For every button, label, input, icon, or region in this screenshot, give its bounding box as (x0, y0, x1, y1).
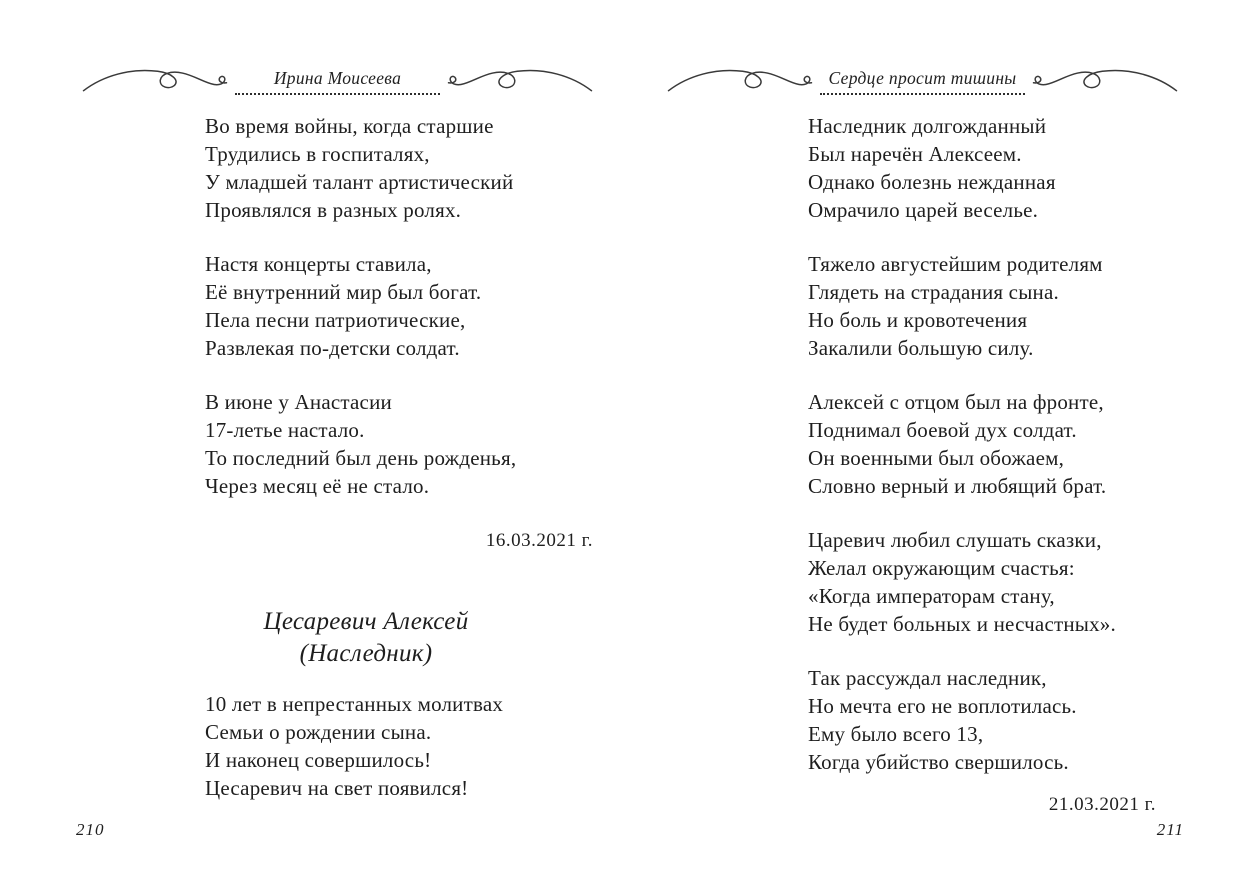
poem-line: Пела песни патриотические, (205, 308, 466, 332)
poem-line: Словно верный и любящий брат. (808, 474, 1107, 498)
flourish-right-icon (1030, 62, 1180, 100)
poem-stanza (808, 112, 1056, 224)
poem-title-line: Цесаревич Алексей (263, 608, 469, 635)
poem-line: Закалили большую силу. (808, 336, 1034, 360)
poem-date: 21.03.2021 г. (1048, 794, 1156, 815)
poem-line: Тяжело августейшим родителям (808, 252, 1103, 276)
poem-stanza (808, 250, 1103, 362)
running-head-title: Сердце просит тишины (828, 67, 1017, 88)
poem-stanza (205, 690, 503, 802)
poem-line: И наконец совершилось! (205, 748, 432, 772)
poem-line: Трудились в госпиталях, (205, 142, 430, 166)
poem-line: Он военными был обожаем, (808, 446, 1065, 470)
poem-line: Развлекая по-детски солдат. (205, 336, 460, 360)
poem-line: Через месяц её не стало. (205, 474, 430, 498)
poem-line: Не будет больных и несчастных». (808, 612, 1116, 636)
poem-line: То последний был день рожденья, (205, 446, 517, 470)
running-head-title: Ирина Моисеева (273, 67, 402, 88)
running-head-center (230, 68, 445, 95)
poem-line: Когда убийство свершилось. (808, 750, 1069, 774)
flourish-left-icon (665, 62, 815, 100)
poem-line: Царевич любил слушать сказки, (808, 528, 1102, 552)
poem-line: Ему было всего 13, (808, 722, 984, 746)
poem-date: 16.03.2021 г. (485, 530, 593, 551)
poem-line: Поднимал боевой дух солдат. (808, 418, 1077, 442)
poem-line: Был наречён Алексеем. (808, 142, 1022, 166)
poem-line: Так рассуждал наследник, (808, 666, 1047, 690)
poem-line: Проявлялся в разных ролях. (205, 198, 462, 222)
poem-line: Однако болезнь нежданная (808, 170, 1056, 194)
poem-line: 10 лет в непрестанных молитвах (205, 692, 504, 716)
poem-line: Наследник долгожданный (808, 114, 1047, 138)
page-number-right: 211 (1156, 820, 1184, 839)
dotted-divider (820, 93, 1025, 95)
running-head-right (665, 58, 1180, 104)
poem-subtitle: (Наследник) (299, 640, 433, 667)
page-number-left: 210 (76, 820, 105, 839)
poem-line: «Когда императорам стану, (808, 584, 1055, 608)
poem-stanza (205, 112, 513, 224)
running-head-left (80, 58, 595, 104)
poem-line: Глядеть на страдания сына. (808, 280, 1059, 304)
dotted-divider (235, 93, 440, 95)
poem-line: Желал окружающим счастья: (808, 556, 1075, 580)
flourish-right-icon (445, 62, 595, 100)
poem-line: Цесаревич на свет появился! (205, 776, 469, 800)
flourish-left-icon (80, 62, 230, 100)
poem-stanza (808, 388, 1106, 500)
poem-line: Омрачило царей веселье. (808, 198, 1039, 222)
poem-line: 17-летье настало. (205, 418, 365, 442)
poem-line: Но мечта его не воплотилась. (808, 694, 1077, 718)
poem-stanza (808, 526, 1116, 638)
poem-stanza (808, 664, 1077, 776)
running-head-center (815, 68, 1030, 95)
poem-stanza (205, 250, 481, 362)
poem-title (205, 606, 527, 670)
poem-line: У младшей талант артистический (205, 170, 514, 194)
poem-line: В июне у Анастасии (205, 390, 392, 414)
poem-line: Во время войны, когда старшие (205, 114, 494, 138)
poem-line: Её внутренний мир был богат. (205, 280, 482, 304)
poem-line: Настя концерты ставила, (205, 252, 432, 276)
poem-stanza (205, 388, 516, 500)
poem-line: Семьи о рождении сына. (205, 720, 432, 744)
poem-line: Алексей с отцом был на фронте, (808, 390, 1104, 414)
poem-line: Но боль и кровотечения (808, 308, 1028, 332)
